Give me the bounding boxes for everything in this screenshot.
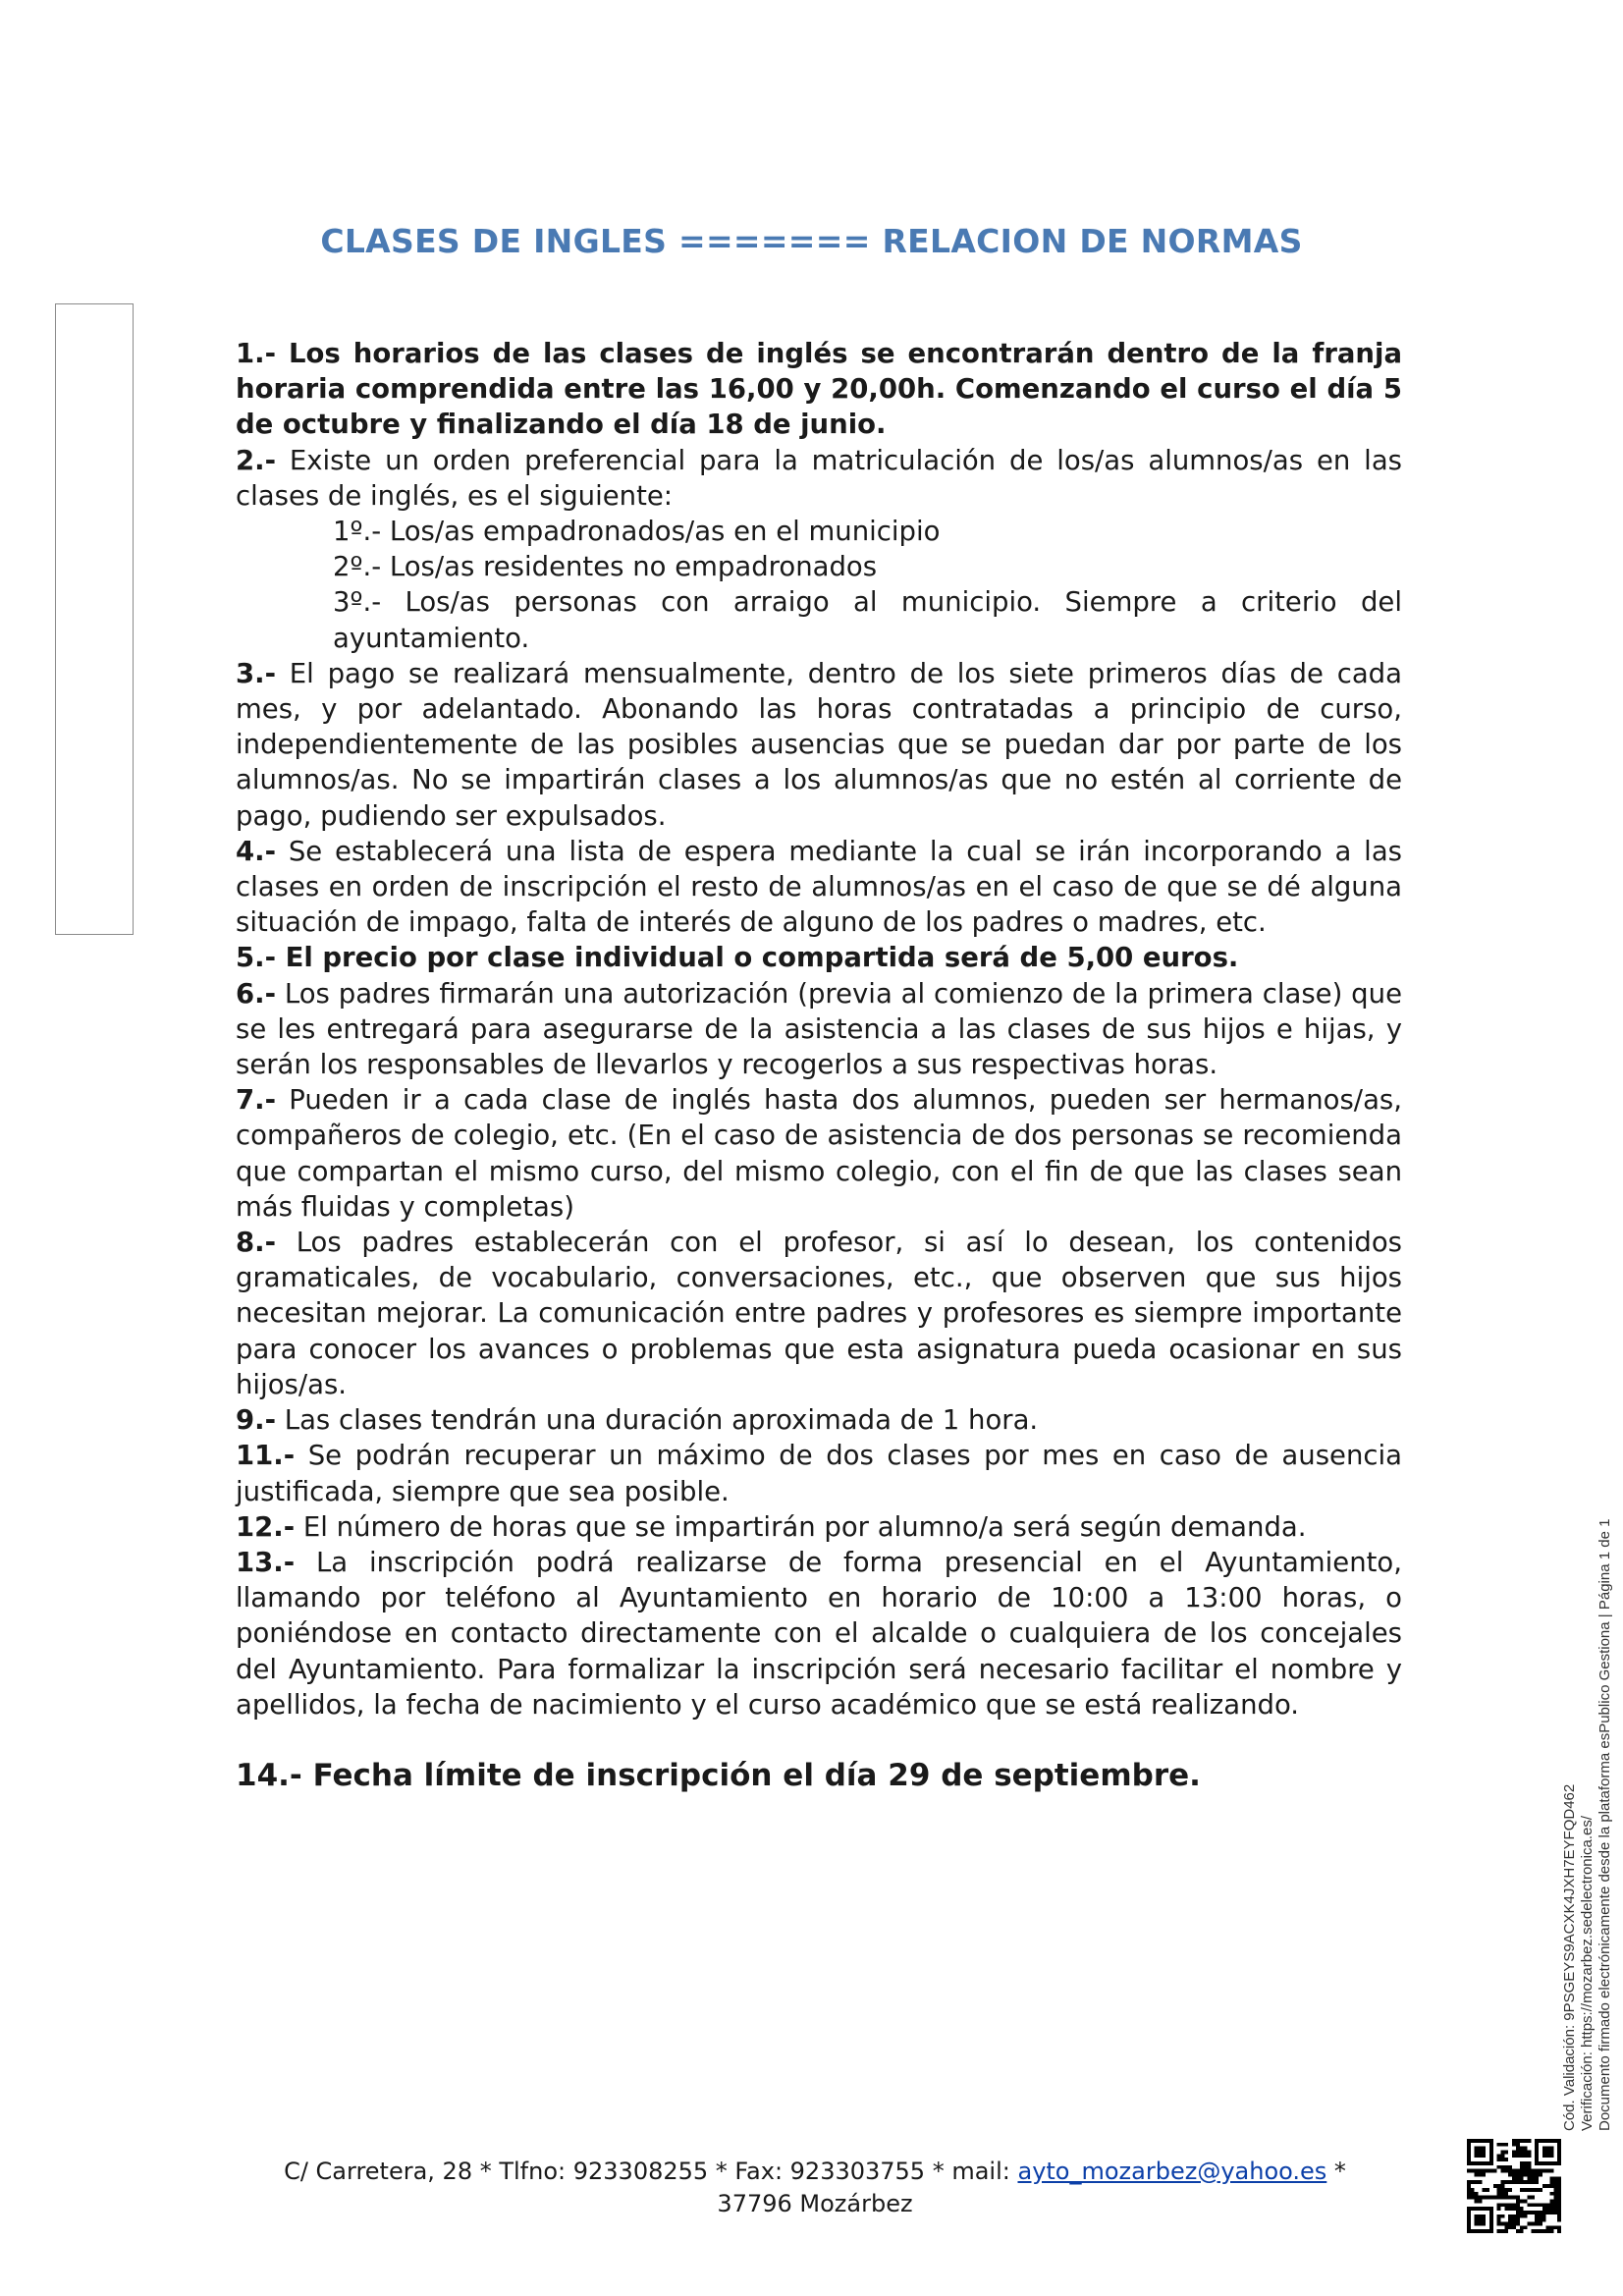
validation-stamp <box>1561 1424 1614 2131</box>
rule-8-number: 8.- <box>236 1227 276 1259</box>
rule-2-sub-2: 2º.- Los/as residentes no empadronados <box>333 551 878 583</box>
rule-2-number: 2.- <box>236 444 276 476</box>
rule-3 <box>236 656 1402 834</box>
rule-2-sub-3: 3º.- Los/as personas con arraigo al municipio. Siempre a criterio del ayuntamiento. <box>333 586 1402 654</box>
rule-4-text: Se establecerá una lista de espera mediante la cual se irán incorporando a las clases en orden de inscripción el resto de alumnos/as en el caso de que se dé alguna situación de impago, falta de interés de alguno de los padres o madres, etc. <box>236 835 1402 939</box>
rule-3-number: 3.- <box>236 657 276 689</box>
rule-7-number: 7.- <box>236 1084 276 1117</box>
validation-code: Cód. Validación: 9PSGEYS9ACXK4JXH7EYFQD462 <box>1561 1783 1578 2131</box>
email-link[interactable]: ayto_mozarbez@yahoo.es <box>1017 2158 1327 2185</box>
rule-1: 1.- Los horarios de las clases de inglés se encontrarán dentro de la franja horaria comprendida entre las 16,00 y 20,00h. Comenzando el curso el día 5 de octubre y finalizando el día 18 de junio. <box>236 338 1402 441</box>
rule-12 <box>236 1509 1402 1545</box>
rule-8 <box>236 1225 1402 1402</box>
rule-13-text: La inscripción podrá realizarse de forma presencial en el Ayuntamiento, llamando por teléfono al Ayuntamiento en horario de 10:00 a 13:00 horas, o poniéndose en contacto directamente con el alcalde o cualquiera de los concejales del Ayuntamiento. Para formalizar la inscripción será necesario facilitar el nombre y apellidos, la fecha de nacimiento y el curso académico que se está realizando. <box>236 1546 1402 1721</box>
margin-box <box>55 303 134 935</box>
rule-6-text: Los padres firmarán una autorización (previa al comienzo de la primera clase) que se les entregará para asegurarse de la asistencia a las clases de sus hijos e hijas, y serán los responsables de llevarlos y recogerlos a sus respectivas horas. <box>236 977 1402 1081</box>
rule-11 <box>236 1438 1402 1508</box>
rule-12-text: El número de horas que se impartirán por alumno/a será según demanda. <box>295 1510 1307 1543</box>
footer-line-2: 37796 Mozárbez <box>717 2190 913 2217</box>
rule-4-number: 4.- <box>236 835 276 867</box>
rule-7 <box>236 1082 1402 1225</box>
rule-11-number: 11.- <box>236 1440 296 1472</box>
qr-code-icon <box>1467 2139 1561 2233</box>
footer-address <box>177 2156 1453 2220</box>
rule-8-text: Los padres establecerán con el profesor, si así lo desean, los contenidos gramaticales, de vocabulario, conversaciones, etc., que observen que sus hijos necesitan mejorar. La comunicación entre padres y profesores es siempre importante para conocer los avances o problemas que esta asignatura pueda ocasionar en sus hijos/as. <box>236 1227 1402 1400</box>
rule-9-text: Las clases tendrán una duración aproximada de 1 hora. <box>276 1404 1039 1437</box>
footer-address-text: C/ Carretera, 28 * Tlfno: 923308255 * Fax: 923303755 * mail: <box>284 2158 1018 2185</box>
rule-13 <box>236 1545 1402 1722</box>
rule-3-text: El pago se realizará mensualmente, dentro de los siete primeros días de cada mes, y por adelantado. Abonando las horas contratadas a principio de curso, independientemente de las posibles ausencias que se puedan dar por parte de los alumnos/as. No se impartirán clases a los alumnos/as que no estén al corriente de pago, pudiendo ser expulsados. <box>236 657 1402 832</box>
rule-5: 5.- El precio por clase individual o compartida será de 5,00 euros. <box>236 942 1239 974</box>
rule-2-text: Existe un orden preferencial para la matriculación de los/as alumnos/as en las clases de inglés, es el siguiente: <box>236 444 1402 512</box>
document-title: CLASES DE INGLES ======= RELACION DE NORMAS <box>320 222 1303 260</box>
rule-9 <box>236 1402 1402 1438</box>
rule-7-text: Pueden ir a cada clase de inglés hasta dos alumnos, pueden ser hermanos/as, compañeros de colegio, etc. (En el caso de asistencia de dos personas se recomienda que compartan el mismo curso, del mismo colegio, con el fin de que las clases sean más fluidas y completas) <box>236 1084 1402 1223</box>
rule-12-number: 12.- <box>236 1510 296 1543</box>
footer-suffix: * <box>1326 2158 1346 2185</box>
verification-url[interactable]: Verificación: https://mozarbez.sedelectronica.es/ <box>1579 1816 1596 2131</box>
rule-11-text: Se podrán recuperar un máximo de dos clases por mes en caso de ausencia justificada, siempre que sea posible. <box>236 1440 1402 1507</box>
rule-6 <box>236 976 1402 1083</box>
rule-9-number: 9.- <box>236 1404 276 1437</box>
rule-4 <box>236 834 1402 941</box>
footer-line-1 <box>177 2156 1453 2188</box>
rule-6-number: 6.- <box>236 977 276 1010</box>
signature-note: Documento firmado electrónicamente desde la plataforma esPublico Gestiona | Página 1 de 1 <box>1596 1518 1613 2131</box>
rules-body <box>236 336 1402 1793</box>
rule-2 <box>236 443 1402 514</box>
rule-2-sub-1: 1º.- Los/as empadronados/as en el municipio <box>333 516 941 548</box>
rule-13-number: 13.- <box>236 1546 296 1578</box>
rule-14: 14.- Fecha límite de inscripción el día 29 de septiembre. <box>236 1757 1201 1793</box>
